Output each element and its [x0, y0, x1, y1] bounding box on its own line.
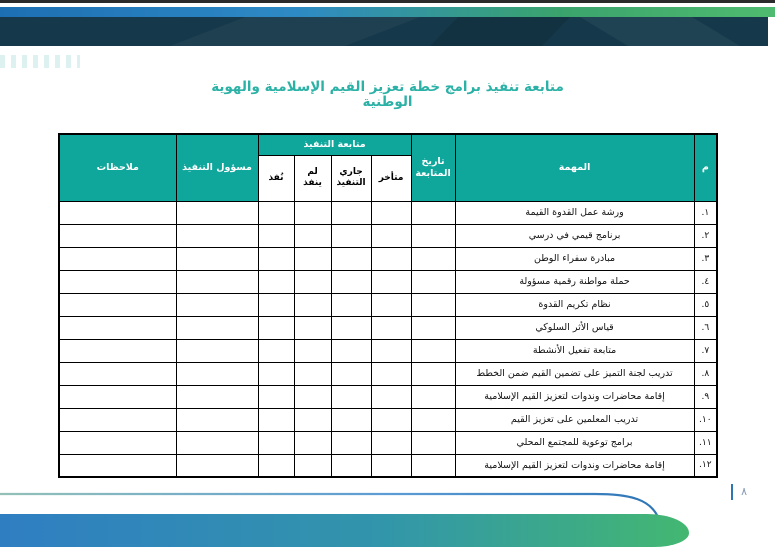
task-name: متابعة تفعيل الأنشطة [455, 339, 694, 362]
in-progress-cell [331, 431, 371, 454]
follow-date-cell [411, 339, 455, 362]
in-progress-cell [331, 224, 371, 247]
follow-date-cell [411, 431, 455, 454]
late-cell [371, 224, 411, 247]
in-progress-cell [331, 408, 371, 431]
not-implemented-cell [294, 270, 331, 293]
table-row [59, 454, 717, 477]
responsible-cell [176, 316, 258, 339]
row-number: ٤. [694, 270, 717, 293]
task-name: حملة مواطنة رقمية مسؤولة [455, 270, 694, 293]
row-number: ٦. [694, 316, 717, 339]
in-progress-cell [331, 293, 371, 316]
task-name: برامج توعوية للمجتمع المحلي [455, 431, 694, 454]
notes-cell [59, 247, 176, 270]
implemented-cell [258, 270, 294, 293]
subcolumn-header-late: متأخر [371, 155, 411, 201]
window-top-edge [0, 0, 775, 3]
in-progress-cell [331, 362, 371, 385]
task-name: نظام تكريم القدوة [455, 293, 694, 316]
in-progress-cell [331, 339, 371, 362]
column-header-number: م [694, 134, 717, 201]
page-number: ٨ [741, 485, 747, 498]
in-progress-cell [331, 454, 371, 477]
responsible-cell [176, 224, 258, 247]
not-implemented-cell [294, 316, 331, 339]
band-decor-shape [430, 17, 570, 46]
table-row [59, 385, 717, 408]
row-number: ٨. [694, 362, 717, 385]
in-progress-cell [331, 385, 371, 408]
table-row [59, 270, 717, 293]
page-number-divider [731, 484, 733, 500]
not-implemented-cell [294, 339, 331, 362]
row-number: ١. [694, 201, 717, 224]
task-name: مبادرة سفراء الوطن [455, 247, 694, 270]
page-title [0, 80, 775, 109]
subcolumn-header-not-implemented: لم ينفذ [294, 155, 331, 201]
notes-cell [59, 224, 176, 247]
footer-gradient-band [0, 514, 689, 547]
responsible-cell [176, 339, 258, 362]
task-name: ورشة عمل القدوة القيمة [455, 201, 694, 224]
table-row [59, 224, 717, 247]
responsible-cell [176, 247, 258, 270]
not-implemented-cell [294, 293, 331, 316]
row-number: ٢. [694, 224, 717, 247]
not-implemented-cell [294, 201, 331, 224]
follow-date-cell [411, 270, 455, 293]
row-number: ١٠. [694, 408, 717, 431]
notes-cell [59, 362, 176, 385]
page-title-line1: متابعة تنفيذ برامج خطة تعزيز القيم الإسلامية والهوية [211, 79, 564, 95]
task-name: برنامج قيمي في درسي [455, 224, 694, 247]
table-row [59, 339, 717, 362]
notes-cell [59, 201, 176, 224]
table-row [59, 316, 717, 339]
column-header-responsible: مسؤول التنفيذ [176, 134, 258, 201]
not-implemented-cell [294, 247, 331, 270]
late-cell [371, 408, 411, 431]
not-implemented-cell [294, 362, 331, 385]
row-number: ١٢. [694, 454, 717, 477]
subcolumn-header-implemented: نُفذ [258, 155, 294, 201]
table-container [58, 133, 718, 478]
responsible-cell [176, 201, 258, 224]
responsible-cell [176, 385, 258, 408]
not-implemented-cell [294, 224, 331, 247]
follow-date-cell [411, 201, 455, 224]
implemented-cell [258, 293, 294, 316]
follow-date-cell [411, 454, 455, 477]
table-row [59, 431, 717, 454]
notes-cell [59, 454, 176, 477]
task-name: تدريب لجنة التميز على تضمين القيم ضمن الخطط [455, 362, 694, 385]
row-number: ٧. [694, 339, 717, 362]
row-number: ٣. [694, 247, 717, 270]
responsible-cell [176, 408, 258, 431]
follow-date-cell [411, 385, 455, 408]
late-cell [371, 454, 411, 477]
implemented-cell [258, 431, 294, 454]
not-implemented-cell [294, 454, 331, 477]
follow-date-cell [411, 293, 455, 316]
row-number: ٥. [694, 293, 717, 316]
late-cell [371, 293, 411, 316]
follow-up-table [58, 133, 718, 478]
row-number: ١١. [694, 431, 717, 454]
not-implemented-cell [294, 431, 331, 454]
table-row [59, 201, 717, 224]
header-dark-band [0, 17, 768, 46]
column-group-header-implementation-followup: متابعة التنفيذ [258, 134, 411, 155]
row-number: ٩. [694, 385, 717, 408]
notes-cell [59, 339, 176, 362]
table-row [59, 293, 717, 316]
in-progress-cell [331, 270, 371, 293]
follow-date-cell [411, 224, 455, 247]
late-cell [371, 339, 411, 362]
in-progress-cell [331, 201, 371, 224]
page-title-line2: الوطنية [362, 93, 413, 110]
late-cell [371, 362, 411, 385]
header-gradient-strip [0, 7, 775, 17]
in-progress-cell [331, 316, 371, 339]
faint-decor-marks [0, 55, 80, 68]
late-cell [371, 247, 411, 270]
in-progress-cell [331, 247, 371, 270]
band-decor-shape [580, 17, 740, 46]
implemented-cell [258, 316, 294, 339]
follow-date-cell [411, 247, 455, 270]
implemented-cell [258, 339, 294, 362]
task-name: قياس الأثر السلوكي [455, 316, 694, 339]
responsible-cell [176, 293, 258, 316]
task-name: إقامة محاضرات وندوات لتعزيز القيم الإسلامية [455, 454, 694, 477]
notes-cell [59, 431, 176, 454]
table-row [59, 408, 717, 431]
notes-cell [59, 270, 176, 293]
notes-cell [59, 408, 176, 431]
task-name: تدريب المعلمين على تعزيز القيم [455, 408, 694, 431]
not-implemented-cell [294, 385, 331, 408]
not-implemented-cell [294, 408, 331, 431]
late-cell [371, 270, 411, 293]
table-row [59, 362, 717, 385]
late-cell [371, 201, 411, 224]
implemented-cell [258, 224, 294, 247]
follow-date-cell [411, 362, 455, 385]
notes-cell [59, 293, 176, 316]
follow-date-cell [411, 408, 455, 431]
implemented-cell [258, 201, 294, 224]
late-cell [371, 385, 411, 408]
responsible-cell [176, 270, 258, 293]
follow-date-cell [411, 316, 455, 339]
implemented-cell [258, 454, 294, 477]
notes-cell [59, 385, 176, 408]
subcolumn-header-in-progress: جاري التنفيذ [331, 155, 371, 201]
late-cell [371, 431, 411, 454]
task-name: إقامة محاضرات وندوات لتعزيز القيم الإسلامية [455, 385, 694, 408]
band-decor-shape [170, 17, 420, 46]
column-header-notes: ملاحظات [59, 134, 176, 201]
responsible-cell [176, 362, 258, 385]
responsible-cell [176, 431, 258, 454]
notes-cell [59, 316, 176, 339]
implemented-cell [258, 362, 294, 385]
implemented-cell [258, 385, 294, 408]
column-header-task: المهمة [455, 134, 694, 201]
page-number-box [731, 483, 747, 501]
late-cell [371, 316, 411, 339]
responsible-cell [176, 454, 258, 477]
implemented-cell [258, 247, 294, 270]
table-row [59, 247, 717, 270]
implemented-cell [258, 408, 294, 431]
column-header-follow-date: تاريخ المتابعة [411, 134, 455, 201]
